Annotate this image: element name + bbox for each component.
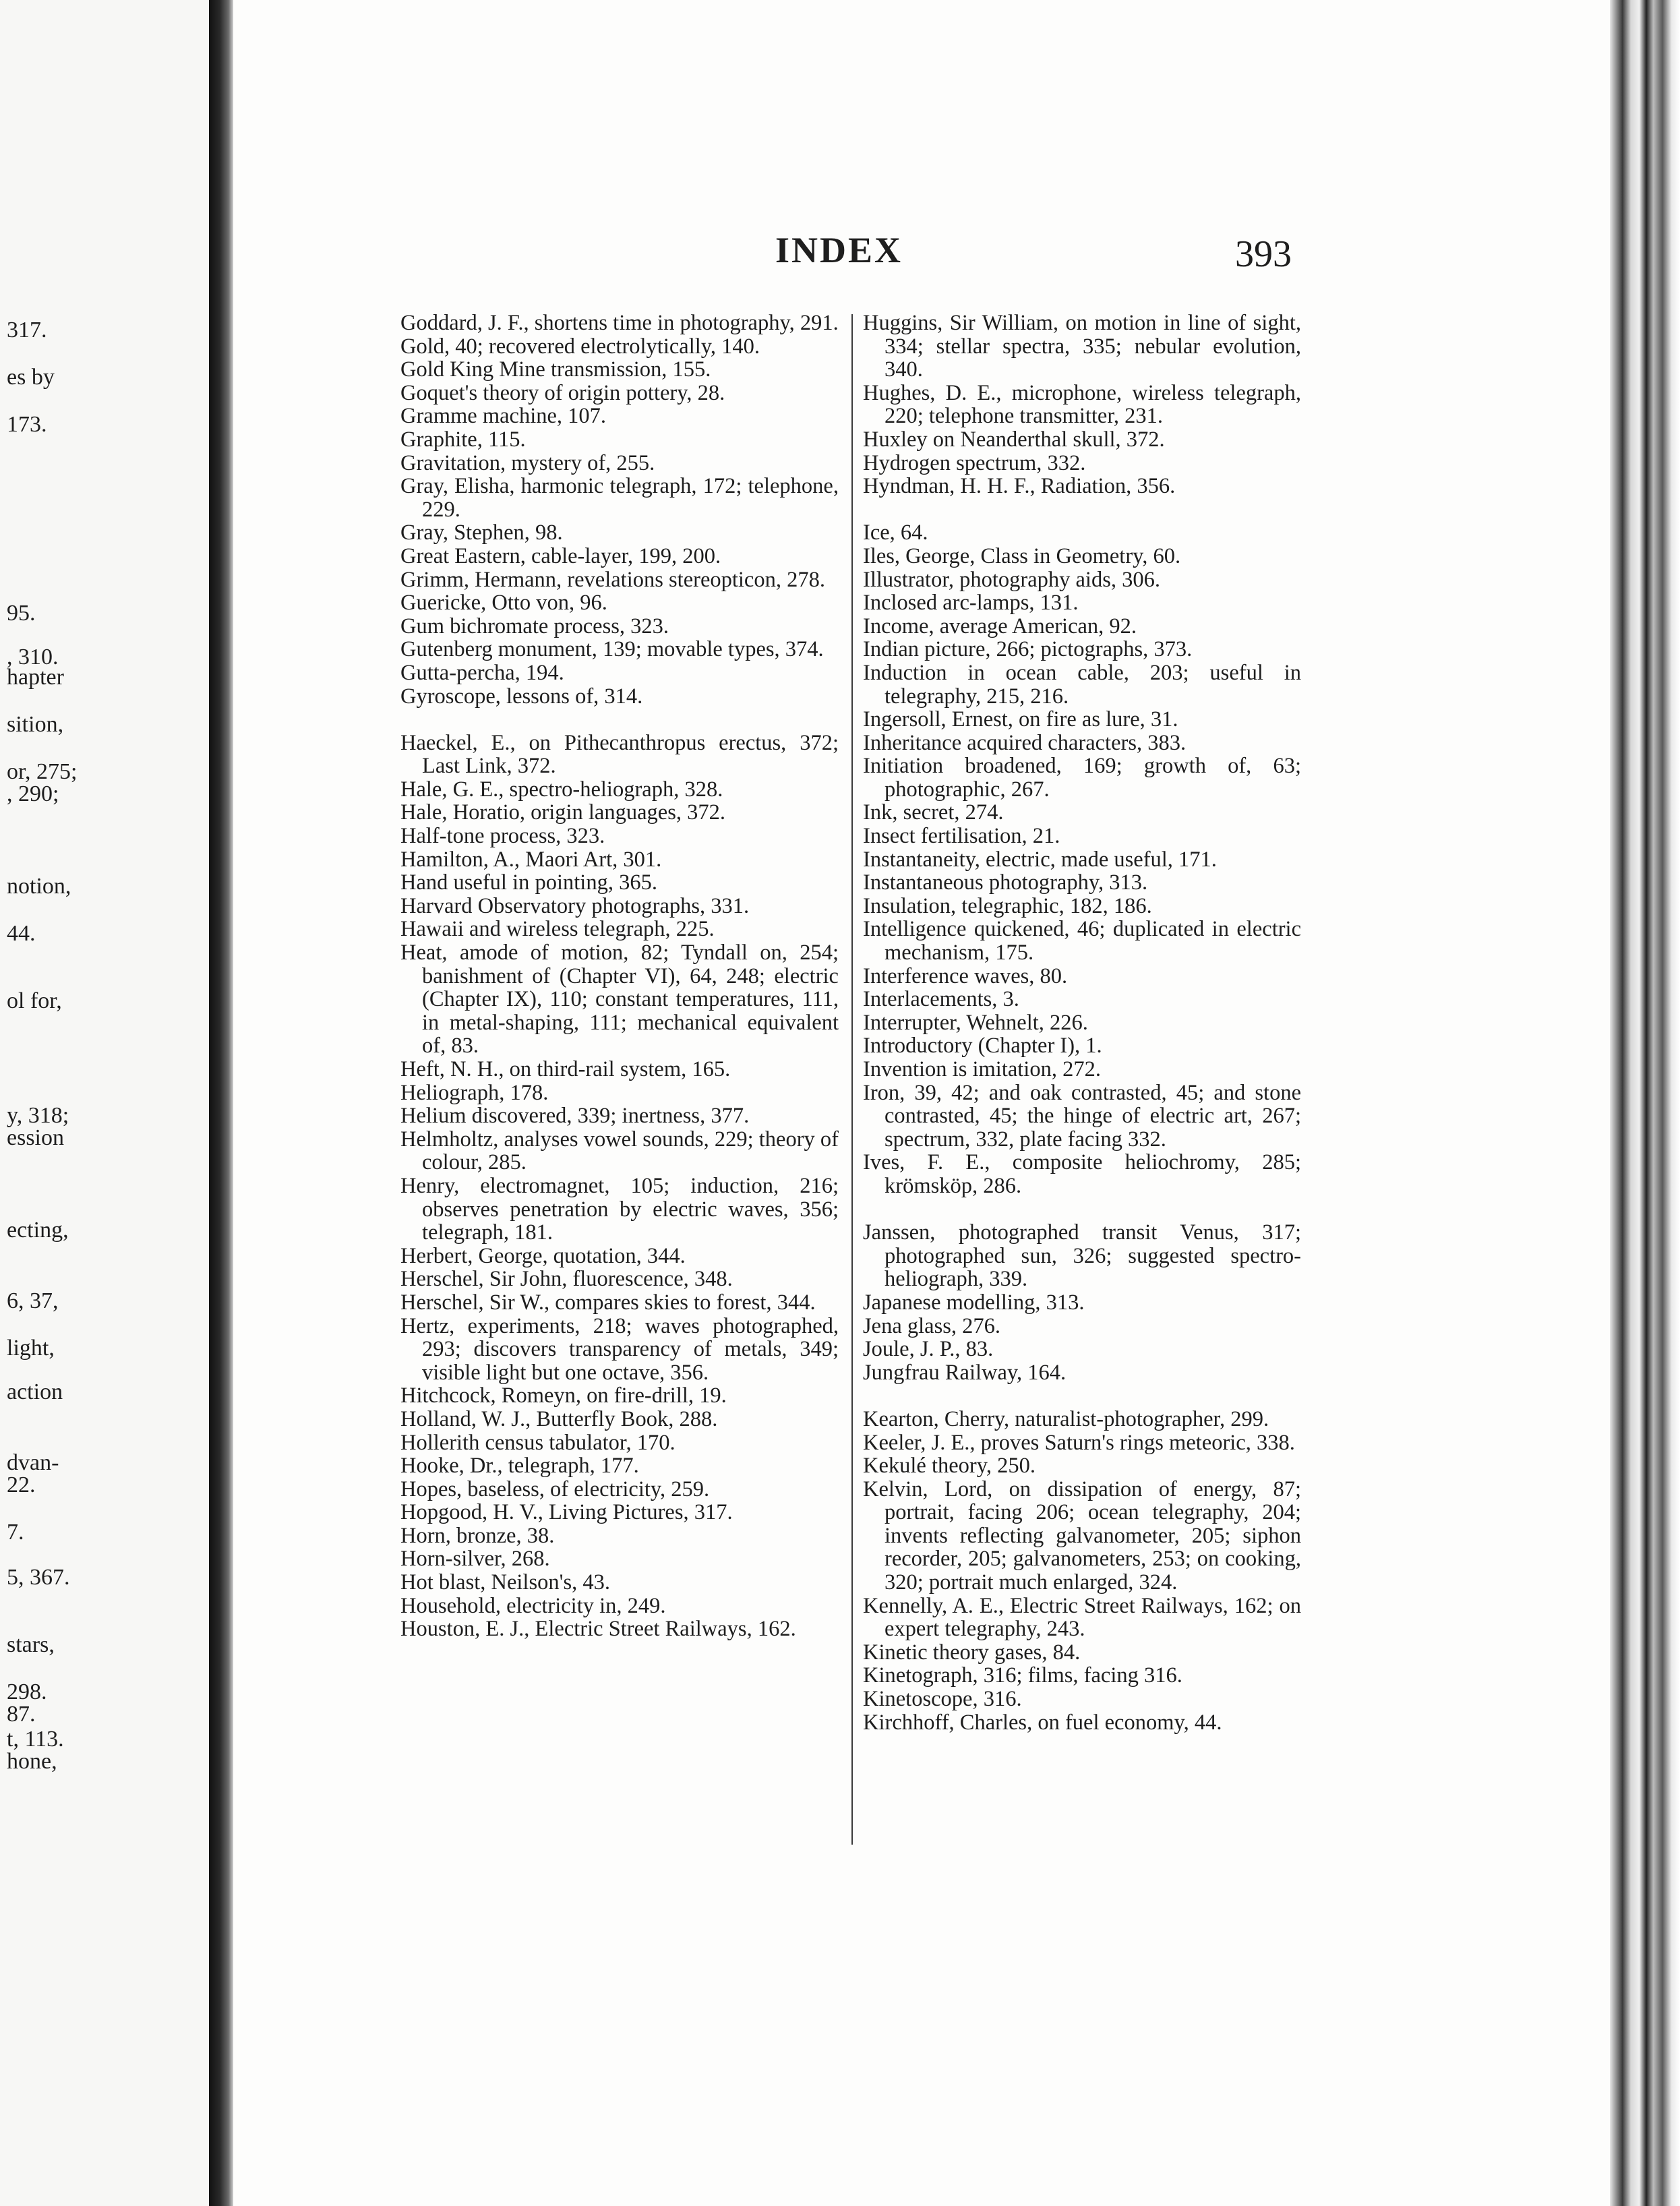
index-entry: Kinetic theory gases, 84. [863,1640,1081,1665]
index-entry: Jena glass, 276. [863,1313,1000,1338]
index-column-left [400,311,839,1641]
facing-page-fragment [0,0,209,2206]
index-column-right [863,311,1301,1734]
index-entry: Gutta-percha, 194. [400,660,564,685]
facing-page-text-fragment: light, [7,1336,55,1361]
facing-page-text-fragment: 173. [7,412,47,437]
index-entry: Instantaneity, electric, made useful, 171. [863,847,1217,872]
index-entry: Indian picture, 266; pictographs, 373. [863,637,1193,662]
index-entry: Gramme machine, 107. [400,404,607,429]
index-entry: Hopgood, H. V., Living Pictures, 317. [400,1500,733,1525]
index-entry: Goquet's theory of origin pottery, 28. [400,380,725,405]
index-entry: Insect fertilisation, 21. [863,824,1060,849]
index-entry: Gray, Stephen, 98. [400,520,563,545]
index-entry: Hale, Horatio, origin languages, 372. [400,800,725,825]
index-entry: Inclosed arc-lamps, 131. [863,591,1079,616]
index-entry: Horn, bronze, 38. [400,1523,555,1548]
index-entry: Initiation broadened, 169; growth of, 63; photographic, 267. [863,754,1301,802]
index-entry: Interlacements, 3. [863,987,1019,1012]
facing-page-text-fragment: , 290; [7,781,59,806]
index-entry: Gyroscope, lessons of, 314. [400,684,643,709]
facing-page-text-fragment: 6, 37, [7,1288,59,1313]
index-entry: Hopes, baseless, of electricity, 259. [400,1477,710,1501]
index-entry: Graphite, 115. [400,427,526,452]
index-entry: Huxley on Neanderthal skull, 372. [863,427,1165,452]
facing-page-text-fragment: t, 113. [7,1727,64,1752]
index-entry: Income, average American, 92. [863,614,1137,638]
index-entry: Ice, 64. [863,520,928,545]
page-number: 393 [1235,233,1292,275]
letter-group-gap [863,498,1301,522]
facing-page-text-fragment: notion, [7,874,71,899]
index-entry: Harvard Observatory photographs, 331. [400,893,750,918]
index-entry: Iles, George, Class in Geometry, 60. [863,543,1181,568]
index-entry: Hitchcock, Romeyn, on fire-drill, 19. [400,1383,727,1408]
index-entry: Hooke, Dr., telegraph, 177. [400,1454,639,1479]
index-entry: Huggins, Sir William, on motion in line of sight, 334; stellar spectra, 335; nebular evolution, 340. [863,311,1301,382]
index-entry: Hale, G. E., spectro-heliograph, 328. [400,777,723,802]
facing-page-text-fragment: stars, [7,1632,55,1657]
index-entry: Great Eastern, cable-layer, 199, 200. [400,543,721,568]
letter-group-gap [863,1198,1301,1222]
index-entry: Heliograph, 178. [400,1080,549,1105]
index-entry: Hydrogen spectrum, 332. [863,450,1086,475]
column-divider [851,314,853,1845]
index-entry: Helium discovered, 339; inertness, 377. [400,1104,750,1129]
index-entry: Insulation, telegraphic, 182, 186. [863,893,1152,918]
index-entry: Half-tone process, 323. [400,824,605,849]
index-entry: Intelligence quickened, 46; duplicated in electric mechanism, 175. [863,917,1301,965]
facing-page-text-fragment: dvan- [7,1450,59,1475]
index-entry: Hamilton, A., Maori Art, 301. [400,847,662,872]
index-entry: Hughes, D. E., microphone, wireless telegraph, 220; telephone transmitter, 231. [863,380,1301,429]
page-heading: INDEX [775,230,903,270]
facing-page-text-fragment: 298. [7,1679,47,1704]
index-entry: Kinetograph, 316; films, facing 316. [863,1663,1182,1688]
index-entry: Illustrator, photography aids, 306. [863,567,1160,592]
index-entry: Hyndman, H. H. F., Radiation, 356. [863,474,1176,499]
index-entry: Kearton, Cherry, naturalist-photographer, 299. [863,1406,1269,1431]
index-entry: Hertz, experiments, 218; waves photographed, 293; discovers transparency of metals, 349; visible light but one octave, 356. [400,1313,839,1385]
index-entry: Goddard, J. F., shortens time in photography, 291. [400,311,839,335]
index-entry: Interference waves, 80. [863,963,1068,988]
index-entry: Ingersoll, Ernest, on fire as lure, 31. [863,707,1178,732]
index-entry: Ives, F. E., composite heliochromy, 285; krömsköp, 286. [863,1150,1301,1198]
index-entry: Grimm, Hermann, revelations stereopticon, 278. [400,567,825,592]
index-entry: Helmholtz, analyses vowel sounds, 229; theory of colour, 285. [400,1127,839,1175]
book-gutter-shadow [209,0,233,2206]
index-entry: Jungfrau Railway, 164. [863,1360,1067,1385]
index-entry: Invention is imitation, 272. [863,1057,1101,1081]
letter-group-gap [863,1384,1301,1408]
facing-page-text-fragment: , 310. [7,645,59,669]
index-entry: Induction in ocean cable, 203; useful in telegraphy, 215, 216. [863,660,1301,709]
index-entry: Heft, N. H., on third-rail system, 165. [400,1057,731,1081]
facing-page-text-fragment: ol for, [7,988,62,1013]
facing-page-text-fragment: sition, [7,712,64,737]
index-entry: Kelvin, Lord, on dissipation of energy, 87; portrait, facing 206; ocean telegraphy, 204; invents reflecting galvanometer, 205; siphon recorder, 205; galvanometers, 253; on cooking, 320; portrait much enlarged, 324. [863,1477,1301,1595]
index-entry: Household, electricity in, 249. [400,1593,666,1618]
index-entry: Kinetoscope, 316. [863,1687,1022,1712]
index-entry: Gold, 40; recovered electrolytically, 140. [400,334,760,359]
index-entry: Interrupter, Wehnelt, 226. [863,1010,1088,1035]
facing-page-text-fragment: or, 275; [7,759,78,784]
facing-page-text-fragment: 7. [7,1520,24,1545]
facing-page-text-fragment: es by [7,365,55,390]
index-entry: Kirchhoff, Charles, on fuel economy, 44. [863,1710,1222,1735]
index-entry: Heat, amode of motion, 82; Tyndall on, 254; banishment of (Chapter VI), 64, 248; electric (Chapter IX), 110; constant temperatures, 111, in metal-shaping, 111; mechanical equivalent of, 83. [400,941,839,1059]
index-entry: Gold King Mine transmission, 155. [400,357,711,382]
index-entry: Gum bichromate process, 323. [400,614,669,638]
index-entry: Herbert, George, quotation, 344. [400,1243,686,1268]
index-entry: Houston, E. J., Electric Street Railways, 162. [400,1617,796,1642]
facing-page-text-fragment: 87. [7,1702,36,1727]
letter-group-gap [400,708,839,732]
index-entry: Herschel, Sir John, fluorescence, 348. [400,1267,733,1292]
index-entry: Hot blast, Neilson's, 43. [400,1570,610,1595]
index-entry: Japanese modelling, 313. [863,1290,1085,1315]
index-entry: Instantaneous photography, 313. [863,870,1148,895]
index-entry: Gray, Elisha, harmonic telegraph, 172; telephone, 229. [400,474,839,522]
facing-page-text-fragment: 22. [7,1472,36,1497]
index-entry: Haeckel, E., on Pithecanthropus erectus, 372; Last Link, 372. [400,730,839,779]
index-entry: Gutenberg monument, 139; movable types, 374. [400,637,824,662]
index-entry: Iron, 39, 42; and oak contrasted, 45; and stone contrasted, 45; the hinge of electric art, 267; spectrum, 332, plate facing 332. [863,1080,1301,1152]
index-entry: Horn-silver, 268. [400,1547,550,1572]
index-entry: Joule, J. P., 83. [863,1337,994,1362]
index-entry: Holland, W. J., Butterfly Book, 288. [400,1406,718,1431]
index-entry: Ink, secret, 274. [863,800,1004,825]
index-entry: Keeler, J. E., proves Saturn's rings meteoric, 338. [863,1430,1295,1455]
facing-page-text-fragment: 44. [7,921,36,946]
index-entry: Hawaii and wireless telegraph, 225. [400,917,715,942]
facing-page-text-fragment: 95. [7,601,36,626]
facing-page-text-fragment: hapter [7,665,64,690]
facing-page-text-fragment: ecting, [7,1218,69,1243]
facing-page-text-fragment: 5, 367. [7,1565,70,1590]
index-entry: Herschel, Sir W., compares skies to forest, 344. [400,1290,816,1315]
index-entry: Gravitation, mystery of, 255. [400,450,655,475]
facing-page-text-fragment: 317. [7,318,47,342]
index-entry: Guericke, Otto von, 96. [400,591,607,616]
index-entry: Inheritance acquired characters, 383. [863,730,1187,755]
index-entry: Hollerith census tabulator, 170. [400,1430,676,1455]
facing-page-text-fragment: hone, [7,1749,57,1774]
facing-page-text-fragment: ession [7,1125,64,1150]
index-entry: Hand useful in pointing, 365. [400,870,657,895]
index-entry: Kennelly, A. E., Electric Street Railways, 162; on expert telegraphy, 243. [863,1593,1301,1642]
book-page-edges [1610,0,1680,2206]
facing-page-text-fragment: y, 318; [7,1103,69,1128]
index-entry: Introductory (Chapter I), 1. [863,1034,1102,1059]
index-entry: Janssen, photographed transit Venus, 317; photographed sun, 326; suggested spectro-heliograph, 339. [863,1220,1301,1292]
index-entry: Kekulé theory, 250. [863,1454,1036,1479]
index-entry: Henry, electromagnet, 105; induction, 216; observes penetration by electric waves, 356; telegraph, 181. [400,1173,839,1245]
facing-page-text-fragment: action [7,1379,63,1404]
